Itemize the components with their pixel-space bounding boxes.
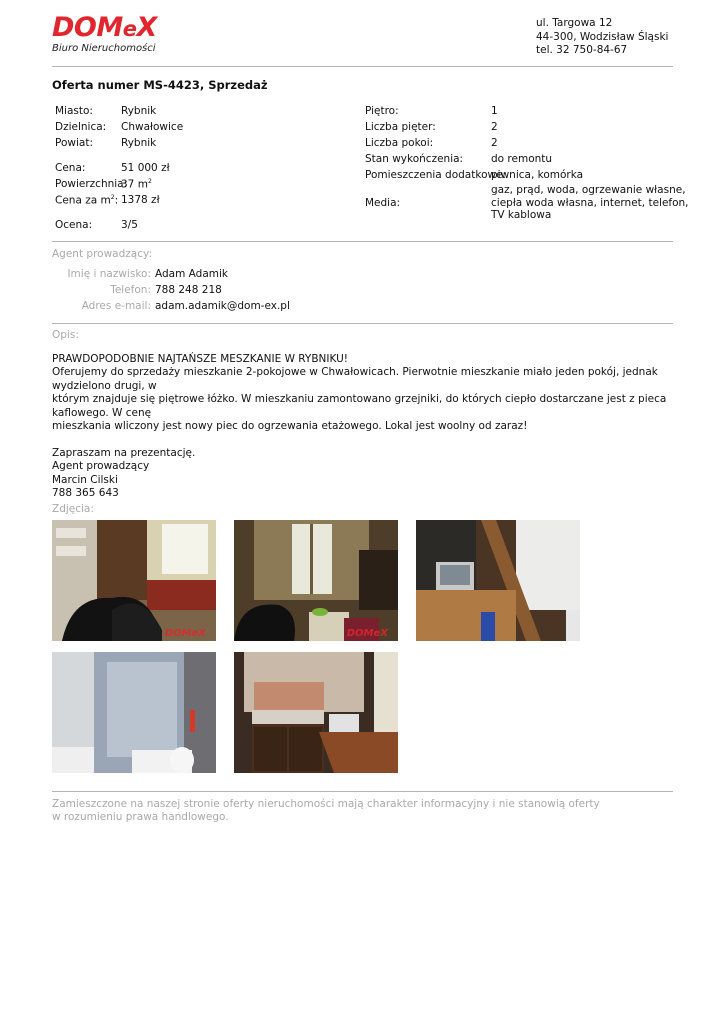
- address-line1: ul. Targowa 12: [536, 17, 613, 29]
- detail-label-area: Powierzchnia:: [55, 178, 128, 190]
- photos-section-label: Zdjęcia:: [52, 503, 94, 515]
- photo-bedroom-desk[interactable]: [416, 520, 580, 641]
- detail-value-city: Rybnik: [121, 105, 157, 117]
- detail-label-price-per-m2: Cena za $m^2$:: [55, 194, 119, 207]
- agent-email-label: Adres e-mail:: [81, 300, 151, 312]
- detail-label-floor: Piętro:: [365, 105, 399, 117]
- detail-value-floors: 2: [491, 121, 498, 133]
- detail-label-city: Miasto:: [55, 105, 93, 117]
- photo-living-room-image: [52, 520, 216, 641]
- detail-value-extra-rooms: piwnica, komórka: [491, 169, 584, 181]
- company-contact: [536, 17, 668, 58]
- photo-bedroom-desk-image: [416, 520, 580, 641]
- detail-label-floors: Liczba pięter:: [365, 121, 436, 133]
- detail-value-price-per-m2: 1378 zł: [121, 194, 160, 206]
- footer-disclaimer: Zamieszczone na naszej stronie oferty nieruchomości mają charakter informacyjny i nie stanowią oferty w rozumieniu prawa handlowego.: [52, 798, 600, 823]
- detail-value-rooms: 2: [491, 137, 498, 149]
- detail-label-condition: Stan wykończenia:: [365, 153, 464, 165]
- address-line2: 44-300, Wodzisław Śląski: [536, 30, 669, 43]
- detail-value-rating: 3/5: [121, 219, 138, 231]
- company-logo: [52, 14, 172, 56]
- description-text: PRAWDOPODOBNIE NAJTAŃSZE MESZKANIE W RYBNIKU! Oferujemy do sprzedaży mieszkanie 2-pokojowe w Chwałowicach. Pierwotnie mieszkanie miało jeden pokój, jednak wydzielono drugi, w którym znajduje się piętrowe łóżko. W mieszkaniu zamontowano grzejniki, do których ciepło dostarczane jest z pieca kaflowego. W cenę mieszkania wliczony jest nowy piec do ogrzewania etażowego. Lokal jest woolny od zaraz! Zapraszam na prezentację. Agent prowadzący Marcin Cilski 788 365 643: [52, 353, 677, 500]
- detail-value-floor: 1: [491, 105, 498, 117]
- divider: [52, 241, 673, 242]
- agent-phone: 788 248 218: [155, 284, 222, 296]
- photo-living-room[interactable]: [52, 520, 216, 641]
- agent-section-label: Agent prowadzący:: [52, 248, 152, 260]
- description-section-label: Opis:: [52, 329, 79, 341]
- detail-label-extra-rooms: Pomieszczenia dodatkowe:: [365, 169, 507, 181]
- detail-label-price: Cena:: [55, 162, 86, 174]
- logo-subtitle: Biuro Nieruchomości: [52, 43, 156, 54]
- photo-kitchen-image: [234, 652, 398, 773]
- company-phone: tel. 32 750-84-67: [536, 44, 628, 56]
- photo-watermark: DOMeX: [346, 628, 388, 639]
- logo-wordmark: DOMeX: [52, 12, 157, 43]
- divider: [52, 323, 673, 324]
- detail-label-county: Powiat:: [55, 137, 93, 149]
- detail-label-utilities: Media:: [365, 197, 401, 209]
- agent-email-link[interactable]: adam.adamik@dom-ex.pl: [155, 300, 290, 312]
- divider: [52, 791, 673, 792]
- photo-bathroom[interactable]: [52, 652, 216, 773]
- description-headline: PRAWDOPODOBNIE NAJTAŃSZE MESZKANIE W RYBNIKU!: [52, 353, 348, 365]
- detail-value-county: Rybnik: [121, 137, 157, 149]
- photo-room-window-image: [234, 520, 398, 641]
- detail-value-price: 51 000 zł: [121, 162, 170, 174]
- agent-name: Adam Adamik: [155, 268, 228, 280]
- detail-value-area: 37 $m^2$: [121, 178, 152, 191]
- photo-bathroom-image: [52, 652, 216, 773]
- detail-value-condition: do remontu: [491, 153, 553, 165]
- agent-name-label: Imię i nazwisko:: [67, 268, 151, 280]
- agent-phone-label: Telefon:: [110, 284, 151, 296]
- detail-label-district: Dzielnica:: [55, 121, 107, 133]
- photo-room-window[interactable]: [234, 520, 398, 641]
- offer-title: Oferta numer MS-4423, Sprzedaż: [52, 78, 268, 92]
- photo-watermark: DOMeX: [164, 628, 206, 639]
- detail-label-rooms: Liczba pokoi:: [365, 137, 434, 149]
- photo-kitchen[interactable]: [234, 652, 398, 773]
- detail-label-rating: Ocena:: [55, 219, 93, 231]
- detail-value-utilities: gaz, prąd, woda, ogrzewanie własne, ciepła woda własna, internet, telefon, TV kablowa: [491, 184, 689, 221]
- detail-value-district: Chwałowice: [121, 121, 184, 133]
- divider: [52, 66, 673, 67]
